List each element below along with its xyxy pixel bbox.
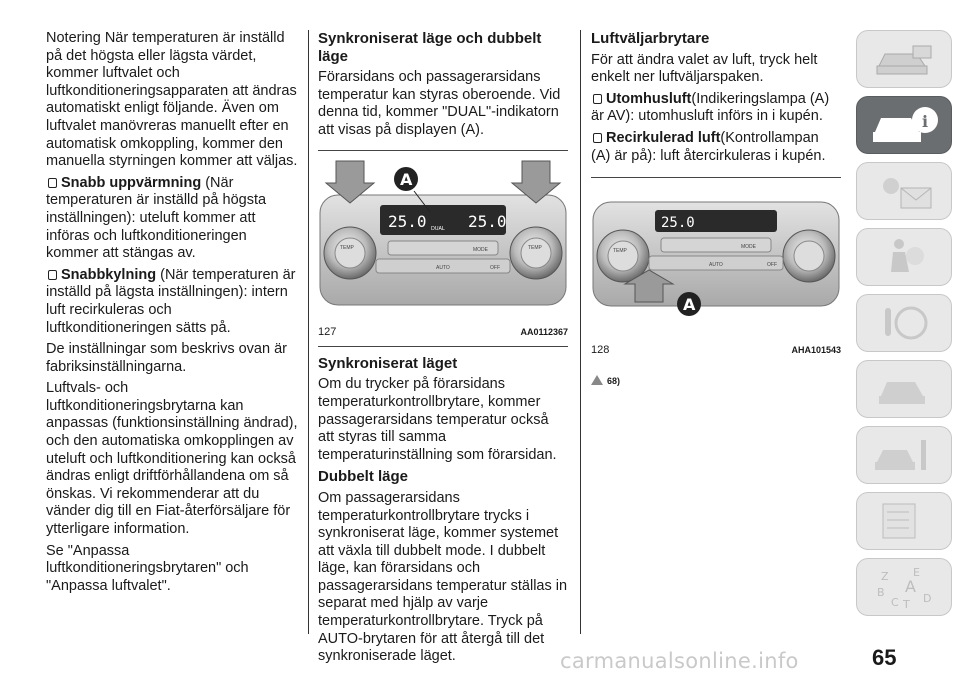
dual-mode-heading: Dubbelt läge bbox=[318, 468, 409, 486]
off-label: OFF bbox=[490, 264, 500, 271]
car-service-wrench-icon bbox=[869, 432, 939, 478]
index-letter: T bbox=[903, 598, 910, 610]
figure-label-a: A bbox=[400, 169, 413, 189]
outside-air-label: Utomhusluft bbox=[606, 90, 692, 107]
recirculated-air-item bbox=[591, 130, 841, 165]
figure-rule bbox=[318, 150, 568, 151]
climate-panel-air-illustration bbox=[591, 184, 841, 334]
tab-maintenance[interactable] bbox=[856, 426, 952, 484]
off-label: OFF bbox=[767, 262, 777, 269]
figure-code: AHA101543 bbox=[791, 344, 841, 355]
car-info-icon bbox=[869, 102, 939, 148]
alphabetical-index-icon bbox=[869, 564, 939, 610]
tab-safety[interactable] bbox=[856, 228, 952, 286]
quick-cooling-text: (När temperaturen är inställd på lägsta inställningen): intern luft recirkuleras och luftkonditioneringen sätts på. bbox=[46, 266, 296, 336]
auto-label: AUTO bbox=[709, 262, 723, 269]
figure-rule bbox=[591, 177, 841, 178]
recirculated-air-label: Recirkulerad luft bbox=[606, 129, 721, 146]
warning-reference bbox=[591, 373, 841, 391]
figure-caption bbox=[591, 342, 841, 360]
temp-label: TEMP bbox=[613, 248, 627, 255]
tab-technical-data[interactable] bbox=[856, 492, 952, 550]
mode-label: MODE bbox=[741, 244, 756, 251]
tab-emergency[interactable] bbox=[856, 360, 952, 418]
outside-air-item bbox=[591, 91, 841, 126]
tab-car-dashboard[interactable] bbox=[856, 30, 952, 88]
display-left-temp: 25.0 bbox=[661, 215, 695, 232]
tab-car-info[interactable] bbox=[856, 96, 952, 154]
index-letter: E bbox=[913, 566, 920, 579]
customize-paragraph: Luftvals- och luftkonditioneringsbrytarna kan anpassas (funktionsinställning ändrad), och den automatiska omkopplingen av uteluft och luftkonditionering kan också ändras enligt driftförhållandena om så önskas. Vi rekommenderar att du vänder dig till en Fiat-återförsäljare för ytterligare information. bbox=[46, 380, 298, 538]
auto-label: AUTO bbox=[436, 264, 450, 271]
tab-index[interactable] bbox=[856, 558, 952, 616]
car-breakdown-icon bbox=[869, 366, 939, 412]
index-letter: C bbox=[891, 596, 899, 609]
column-middle bbox=[318, 30, 568, 670]
quick-heating-label: Snabb uppvärmning bbox=[61, 174, 202, 191]
figure-127 bbox=[318, 157, 568, 342]
display-left-temp: 25.0 bbox=[388, 211, 427, 231]
figure-128 bbox=[591, 184, 841, 359]
temp-right-label: TEMP bbox=[528, 244, 542, 251]
note-paragraph: Notering När temperaturen är inställd på det högsta eller lägsta värdet, kommer luftvalet och luftkonditioneringsapparaten att ändras automatiskt enligt följande. Även om luftvalet manövreras manuellt efter en automatisk omkoppling, kommer den manuella styrningen kommer att väljas. bbox=[46, 30, 298, 170]
sync-mode-text: Om du trycker på förarsidans temperaturkontrollbrytare, kommer passagerarsidans temperatur också att styras till samma temperaturinställning som förarsidan. bbox=[318, 376, 557, 463]
tab-warning-lights[interactable] bbox=[856, 162, 952, 220]
page-number: 65 bbox=[872, 645, 897, 670]
display-right-temp: 25.0 bbox=[468, 211, 507, 231]
airbag-safety-icon bbox=[869, 234, 939, 280]
column-left bbox=[46, 30, 298, 599]
bullet-box-icon bbox=[48, 178, 57, 188]
bullet-box-icon bbox=[593, 94, 602, 104]
sync-dual-heading: Synkroniserat läge och dubbelt läge bbox=[318, 30, 542, 65]
quick-heating-item bbox=[46, 175, 298, 263]
watermark: carmanualsonline.info bbox=[560, 649, 799, 673]
column-right bbox=[591, 30, 841, 391]
column-divider bbox=[308, 30, 309, 634]
quick-heating-text: (När temperaturen är inställd på högsta inställningen): uteluft kommer att införas och luftkonditioneringen kommer att stängas av. bbox=[46, 174, 267, 262]
index-letter: D bbox=[923, 592, 932, 605]
figure-number: 128 bbox=[591, 343, 610, 356]
quick-cooling-label: Snabbkylning bbox=[61, 266, 157, 283]
car-dashboard-icon bbox=[869, 36, 939, 82]
index-letter: Z bbox=[881, 570, 889, 583]
dual-indicator: DUAL bbox=[431, 225, 445, 232]
technical-data-list-icon bbox=[869, 498, 939, 544]
column-divider bbox=[580, 30, 581, 634]
figure-rule-bottom bbox=[318, 346, 568, 347]
sync-dual-intro: Förarsidans och passagerarsidans temperatur kan styras oberoende. Vid denna tid, kommer "DUAL"-indikatorn att visas på displayen (A). bbox=[318, 69, 561, 138]
bullet-box-icon bbox=[48, 270, 57, 280]
quick-cooling-item bbox=[46, 267, 298, 337]
see-reference-paragraph: Se "Anpassa luftkonditioneringsbrytaren" och "Anpassa luftvalet". bbox=[46, 542, 249, 594]
figure-caption bbox=[318, 324, 568, 342]
figure-label-a: A bbox=[683, 295, 696, 315]
sync-mode-heading: Synkroniserat läget bbox=[318, 354, 458, 372]
tab-starting-driving[interactable] bbox=[856, 294, 952, 352]
bullet-box-icon bbox=[593, 133, 602, 143]
warning-light-message-icon bbox=[869, 168, 939, 214]
mode-label: MODE bbox=[473, 246, 488, 253]
dual-mode-text: Om passagerarsidans temperaturkontrollbrytare trycks i synkroniserat läge, kommer systemet att växla till dubbelt mode. I dubbelt läge, kan förarsidans och passagerarsidans temperatur ställas in separat med hjälp av varje temperaturkontrollbrytare. Tryck på AUTO-brytaren för att återgå till det synkroniserade läget. bbox=[318, 489, 568, 665]
key-steering-wheel-icon bbox=[869, 300, 939, 346]
outside-air-text: (Indikeringslampa (A) är AV): utomhusluft införs in i kupén. bbox=[591, 90, 830, 125]
figure-code: AA0112367 bbox=[520, 327, 568, 338]
recirculated-air-text: (Kontrollampan (A) är på): luft återcirkuleras i kupén. bbox=[591, 129, 826, 164]
air-selection-intro: För att ändra valet av luft, tryck helt enkelt ner luftväljarspaken. bbox=[591, 51, 818, 86]
temp-left-label: TEMP bbox=[340, 244, 354, 251]
warning-ref-number: 68) bbox=[607, 376, 621, 387]
climate-panel-dual-illustration bbox=[318, 157, 568, 317]
figure-number: 127 bbox=[318, 326, 337, 339]
air-selection-heading: Luftväljarbrytare bbox=[591, 30, 710, 47]
index-letter: B bbox=[877, 586, 885, 599]
factory-settings-paragraph: De inställningar som beskrivs ovan är fabriksinställningarna. bbox=[46, 341, 287, 375]
warning-triangle-icon bbox=[591, 375, 603, 385]
index-letter: A bbox=[905, 577, 916, 596]
svg-text:i: i bbox=[922, 112, 929, 131]
